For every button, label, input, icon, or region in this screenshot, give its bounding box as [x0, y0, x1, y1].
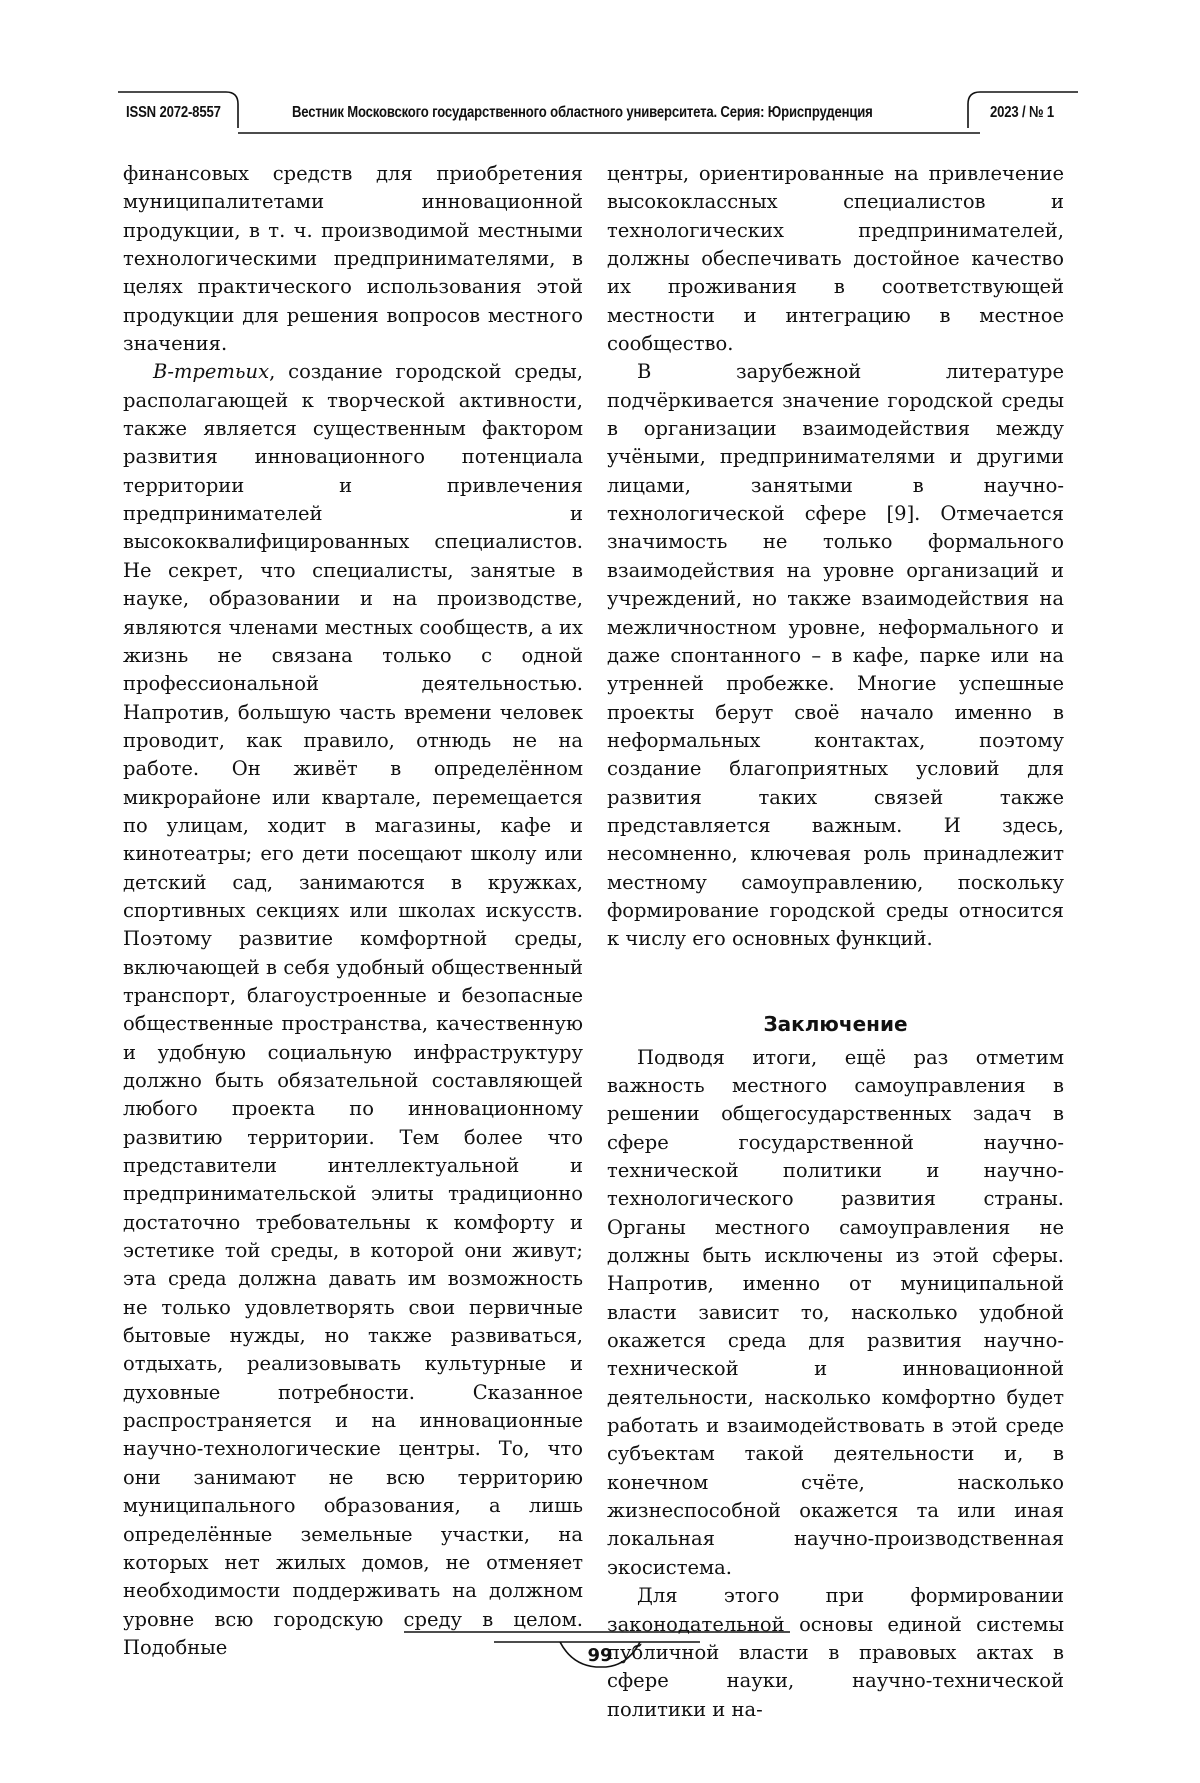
page-footer [0, 1625, 1200, 1725]
paragraph: В зарубежной литературе подчёркивается значение городской среды в организации взаимодействия между учёными, предпринимателями и другими лицами, занятыми в научно-технологической сфере [9]. Отмечается значимость не только формального взаимодействия на уровне организаций и учреждений, но также взаимодействия на межличностном уровне, неформального и даже спонтанного – в кафе, парке или на утренней пробежке. Многие успешные проекты берут своё начало именно в неформальных контактах, поэтому создание благоприятных условий для развития таких связей также представляется важным. И здесь, несомненно, ключевая роль принадлежит местному самоуправлению, поскольку формирование городской среды относится к числу его основных функций. [607, 360, 1064, 951]
journal-issn: ISSN 2072-8557 [126, 104, 221, 121]
paragraph: Подводя итоги, ещё раз отметим важность местного самоуправления в решении общегосударственных задач в сфере государственной научно-технической политики и научно-технологического развития страны. Органы местного самоуправления не должны быть исключены из этой сферы. Напротив, именно от муниципальной власти зависит то, насколько удобной окажется среда для развития научно-технической и инновационной деятельности, насколько комфортно будет работать и взаимодействовать в этой среде субъектам такой деятельности и, в конечном счёте, насколько жизнеспособной окажется та или иная локальная научно-производственная экосистема. [607, 1045, 1064, 1579]
footer-rule [0, 1625, 1200, 1725]
paragraph [123, 358, 583, 1662]
journal-issue: 2023 / № 1 [990, 104, 1055, 121]
page-number: 99 [587, 1645, 613, 1666]
page-header [0, 0, 1200, 140]
journal-title: Вестник Московского государственного областного университета. Серия: Юриспруденция [292, 104, 873, 121]
paragraph: финансовых средств для приобретения муниципалитетами инновационной продукции, в т. ч. производимой местными технологическими предпринимателями, в целях практического использования этой продукции для решения вопросов местного значения. [123, 162, 583, 356]
right-column [607, 160, 1064, 1724]
section-heading: Заключение [763, 1011, 908, 1036]
paragraph: центры, ориентированные на привлечение высококлассных специалистов и технологических предпринимателей, должны обеспечивать достойное качество их проживания в соответствующей местности и интеграцию в местное сообщество. [607, 162, 1064, 356]
left-column [123, 160, 583, 1662]
emphasis-text: В-третьих [153, 360, 270, 384]
paragraph: Для этого при формировании законодательной основы единой системы публичной власти в правовых актах в сфере науки, научно-технической политики и на- [607, 1584, 1064, 1721]
paragraph-text: , создание городской среды, располагающей к творческой активности, также является существенным фактором развития инновационного потенциала территории и привлечения предпринимателей и высококвалифицированных специалистов. Не секрет, что специалисты, занятые в науке, образовании и на производстве, являются членами местных сообществ, а их жизнь не связана только с одной профессиональной деятельностью. Напротив, большую часть времени человек проводит, как правило, отнюдь не на работе. Он живёт в определённом микрорайоне или квартале, перемещается по улицам, ходит в магазины, кафе и кинотеатры; его дети посещают школу или детский сад, занимаются в кружках, спортивных секциях или школах искусств. Поэтому развитие комфортной среды, включающей в себя удобный общественный транспорт, благоустроенные и безопасные общественные пространства, качественную и удобную социальную инфраструктуру должно быть обязательной составляющей любого проекта по инновационному развитию территории. Тем более что представители интеллектуальной и предпринимательской элиты традиционно достаточно требовательны к комфорту и эстетике той среды, в которой они живут; эта среда должна давать им возможность не только удовлетворять свои первичные бытовые нужды, но также развиваться, отдыхать, реализовывать культурные и духовные потребности. Сказанное распространяется и на инновационные научно-технологические центры. То, что они занимают не всю территорию муниципального образования, а лишь определённые земельные участки, на которых нет жилых домов, не отменяет необходимости поддерживать на должном уровне всю городскую среду в целом. Подобные [123, 360, 583, 1659]
